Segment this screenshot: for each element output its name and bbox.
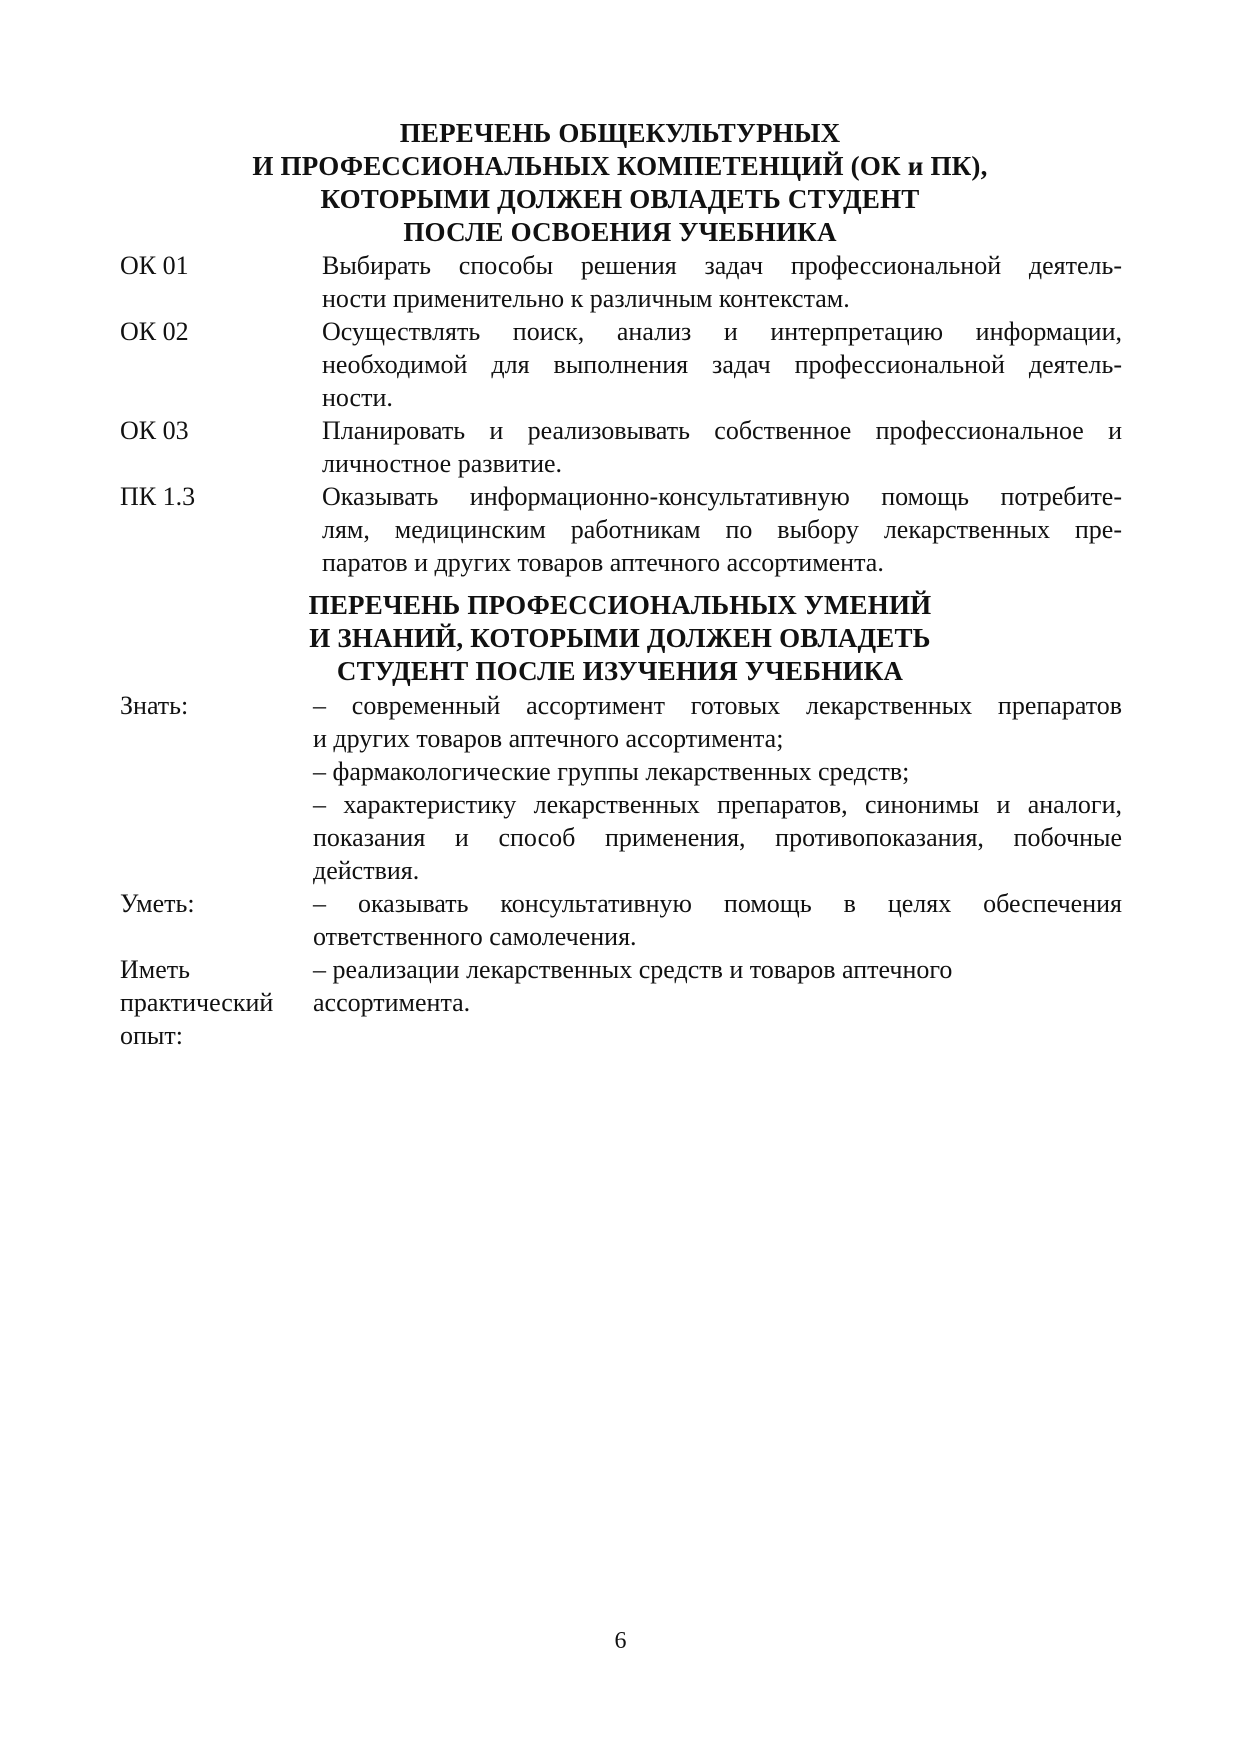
skill-row [120,953,1122,1052]
text-line: ности применительно к различным контекстам. [322,284,850,313]
competence-text [322,480,1122,579]
text-line: Осуществлять поиск, анализ и интерпретацию информации, [322,317,1122,346]
text-line: паратов и других товаров аптечного ассортимента. [322,548,884,577]
competence-text [322,249,1122,315]
text-line: действия. [313,856,420,885]
skill-text [313,689,1122,887]
competence-row [120,315,1122,414]
text-line: – оказывать консультативную помощь в целях обеспечения [313,889,1122,918]
text-line: – современный ассортимент готовых лекарственных препаратов [313,691,1122,720]
competence-code: ОК 03 [120,416,189,445]
text-line: показания и способ применения, противопоказания, побочные [313,823,1122,852]
label-line: опыт: [120,1021,183,1050]
label-line: Иметь [120,955,190,984]
page-number: 6 [614,1628,627,1654]
competences-heading [120,117,1120,249]
heading-line: ПЕРЕЧЕНЬ ОБЩЕКУЛЬТУРНЫХ [399,118,841,148]
competence-code: ПК 1.3 [120,482,196,511]
label-line: Знать: [120,691,189,720]
heading-line: И ПРОФЕССИОНАЛЬНЫХ КОМПЕТЕНЦИЙ (ОК и ПК), [252,151,988,181]
competence-text [322,315,1122,414]
text-line: лям, медицинским работникам по выбору лекарственных пре- [322,515,1122,544]
text-line: Планировать и реализовывать собственное профессиональное и [322,416,1122,445]
skill-text [313,887,1122,953]
skills-list [120,689,1122,1052]
competence-row [120,414,1122,480]
competence-text [322,414,1122,480]
heading-line: И ЗНАНИЙ, КОТОРЫМИ ДОЛЖЕН ОВЛАДЕТЬ [309,623,931,653]
label-line: практический [120,988,274,1017]
text-line: – фармакологические группы лекарственных средств; [313,757,910,786]
heading-line: КОТОРЫМИ ДОЛЖЕН ОВЛАДЕТЬ СТУДЕНТ [320,184,920,214]
text-line: – характеристику лекарственных препаратов, синонимы и аналоги, [313,790,1122,819]
skills-heading [120,589,1120,688]
text-line: личностное развитие. [322,449,563,478]
competence-row [120,480,1122,579]
text-line: необходимой для выполнения задач профессиональной деятель- [322,350,1122,379]
skill-row [120,887,1122,953]
skill-label [120,887,313,920]
text-line: ассортимента. [313,988,471,1017]
competence-code: ОК 01 [120,251,189,280]
text-line: – реализации лекарственных средств и товаров аптечного [313,955,953,984]
skill-label [120,953,313,1052]
heading-line: ПЕРЕЧЕНЬ ПРОФЕССИОНАЛЬНЫХ УМЕНИЙ [308,590,932,620]
skill-text [313,953,1122,1019]
competence-row [120,249,1122,315]
heading-line: ПОСЛЕ ОСВОЕНИЯ УЧЕБНИКА [403,217,837,247]
label-line: Уметь: [120,889,195,918]
competence-code: ОК 02 [120,317,189,346]
text-line: ности. [322,383,393,412]
text-line: ответственного самолечения. [313,922,637,951]
text-line: Выбирать способы решения задач профессиональной деятель- [322,251,1122,280]
text-line: Оказывать информационно-консультативную помощь потребите- [322,482,1122,511]
competences-list [120,249,1122,579]
heading-line: СТУДЕНТ ПОСЛЕ ИЗУЧЕНИЯ УЧЕБНИКА [336,656,904,686]
text-line: и других товаров аптечного ассортимента; [313,724,784,753]
skill-row [120,689,1122,887]
skill-label [120,689,313,722]
